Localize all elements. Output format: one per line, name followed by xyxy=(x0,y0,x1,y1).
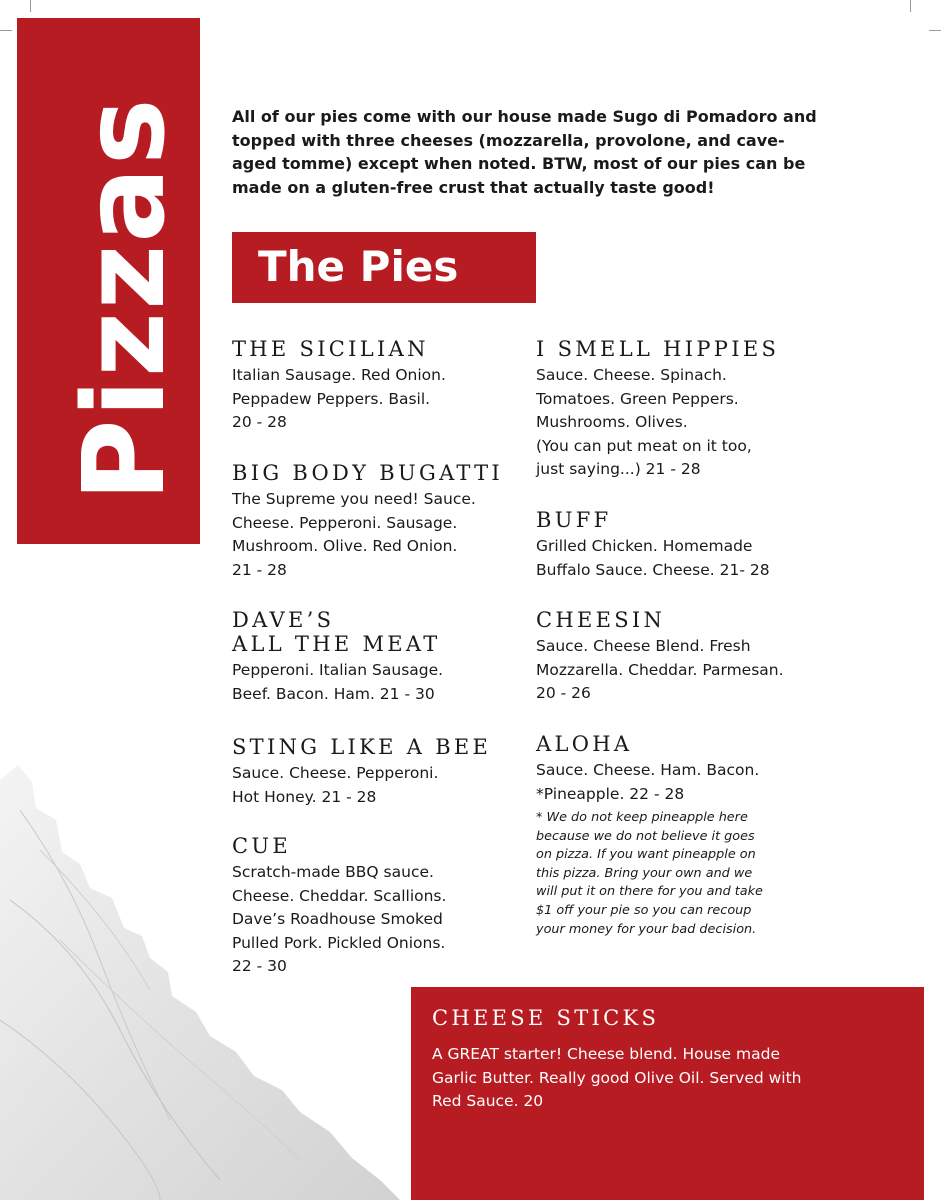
menu-item-name: BIG BODY BUGATTI xyxy=(232,461,504,485)
menu-item-description: Grilled Chicken. Homemade Buffalo Sauce. Cheese. 21- 28 xyxy=(536,537,770,579)
menu-item xyxy=(232,608,443,706)
menu-item-description: Sauce. Cheese. Ham. Bacon. *Pineapple. 22 - 28 xyxy=(536,761,760,803)
intro-text: All of our pies come with our house made Sugo di Pomadoro and topped with three cheeses (mozzarella, provolone, and cave-aged tomme) except when noted. BTW, most of our pies can be made on a gluten-free crust that actually taste good! xyxy=(232,107,817,197)
menu-item-description: The Supreme you need! Sauce. Cheese. Pepperoni. Sausage. Mushroom. Olive. Red Onion. 21 - 28 xyxy=(232,490,476,579)
menu-item-name: DAVE’S ALL THE MEAT xyxy=(232,608,441,656)
section-header xyxy=(232,232,536,303)
marble-decoration xyxy=(0,760,420,1200)
menu-item-description: Pepperoni. Italian Sausage. Beef. Bacon. Ham. 21 - 30 xyxy=(232,661,444,703)
menu-item-name: ALOHA xyxy=(536,732,633,756)
menu-item-name: I SMELL HIPPIES xyxy=(536,337,780,361)
menu-item-name: BUFF xyxy=(536,508,612,532)
menu-item-name: STING LIKE A BEE xyxy=(232,735,492,759)
menu-item-description: Scratch-made BBQ sauce. Cheese. Cheddar. Scallions. Dave’s Roadhouse Smoked Pulled Pork. Pickled Onions. 22 - 30 xyxy=(232,863,447,975)
menu-item-name: THE SICILIAN xyxy=(232,337,429,361)
crop-mark xyxy=(929,30,941,31)
menu-item xyxy=(232,461,503,582)
crop-mark xyxy=(0,30,12,31)
menu-item-description: Italian Sausage. Red Onion. Peppadew Peppers. Basil. 20 - 28 xyxy=(232,366,446,431)
starter-description: A GREAT starter! Cheese blend. House made Garlic Butter. Really good Olive Oil. Served with Red Sauce. 20 xyxy=(432,1045,802,1110)
menu-item-name: CUE xyxy=(232,834,291,858)
menu-item-description: Sauce. Cheese. Pepperoni. Hot Honey. 21 - 28 xyxy=(232,764,439,806)
starter-name: CHEESE STICKS xyxy=(432,1006,660,1030)
section-title: The Pies xyxy=(258,242,459,291)
menu-item xyxy=(536,508,770,582)
crop-mark xyxy=(910,0,911,12)
menu-item xyxy=(232,337,446,435)
pineapple-note: * We do not keep pineapple here because we do not believe it goes on pizza. If you want pineapple on this pizza. Bring your own and we will put it on there for you and take $1 off your pie so you can recoup your money for your bad decision. xyxy=(536,810,763,937)
menu-item-description: Sauce. Cheese Blend. Fresh Mozzarella. Cheddar. Parmesan. 20 - 26 xyxy=(536,637,784,702)
side-banner xyxy=(17,18,200,544)
starter-box xyxy=(411,987,924,1200)
menu-item xyxy=(536,732,759,806)
menu-item xyxy=(536,337,779,482)
menu-item-description: Sauce. Cheese. Spinach. Tomatoes. Green Peppers. Mushrooms. Olives. (You can put meat on it too, just saying...) 21 - 28 xyxy=(536,366,752,478)
side-banner-title: Pizzas xyxy=(60,96,190,502)
menu-item xyxy=(536,608,784,706)
crop-mark xyxy=(30,0,31,12)
menu-item-name: CHEESIN xyxy=(536,608,666,632)
